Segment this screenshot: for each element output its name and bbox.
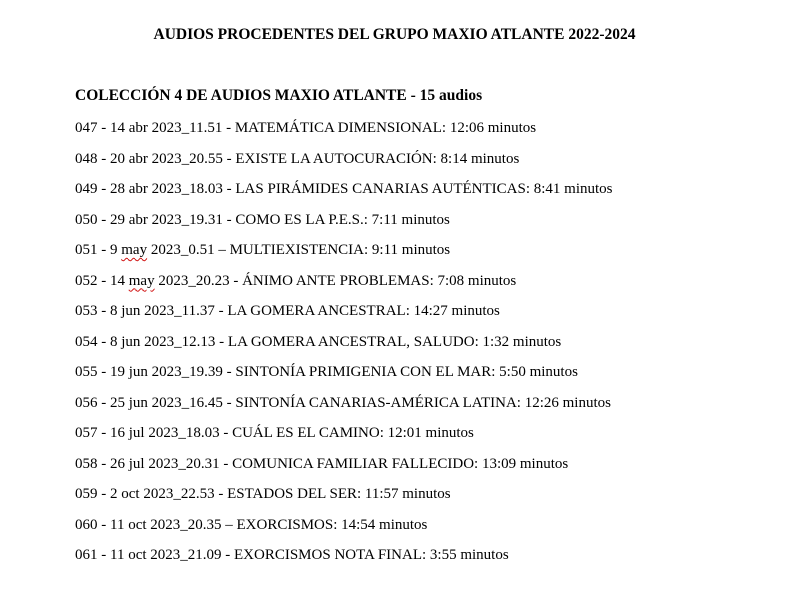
audio-entry-text: 052 - 14 [75,272,129,289]
audio-entry-text: 055 - 19 jun 2023_19.39 - SINTONÍA PRIMIGENIA CON EL MAR: 5:50 minutos [75,364,578,380]
audio-entry-text: 056 - 25 jun 2023_16.45 - SINTONÍA CANARIAS-AMÉRICA LATINA: 12:26 minutos [75,394,611,411]
audio-entry-text: 057 - 16 jul 2023_18.03 - CUÁL ES EL CAMINO: 12:01 minutos [75,425,474,441]
collection-audio-count: - 15 audios [406,87,483,104]
audio-entry [75,516,613,547]
audio-entry [75,302,613,333]
audio-entry-text: 050 - 29 abr 2023_19.31 - COMO ES LA P.E.S.: 7:11 minutos [75,211,450,228]
audio-entry-text: 047 - 14 abr 2023_11.51 - MATEMÁTICA DIMENSIONAL: 12:06 minutos [75,120,537,136]
audio-entry-text: 048 - 20 abr 2023_20.55 - EXISTE LA AUTOCURACIÓN: 8:14 minutos [75,150,520,167]
audio-entry-text: 053 - 8 jun 2023_11.37 - LA GOMERA ANCESTRAL: 14:27 minutos [75,303,500,319]
document-title: AUDIOS PROCEDENTES DEL GRUPO MAXIO ATLANTE 2022-2024 [153,26,636,43]
audio-entry-text: 054 - 8 jun 2023_12.13 - LA GOMERA ANCESTRAL, SALUDO: 1:32 minutos [75,333,562,350]
audio-entry [75,180,613,211]
audio-entry-text: 059 - 2 oct 2023_22.53 - ESTADOS DEL SER: 11:57 minutos [75,486,451,502]
audio-entry [75,272,613,303]
audio-entry [75,394,613,425]
audio-entry-text: 051 - 9 [75,242,122,258]
audio-entry [75,150,613,181]
audio-entry [75,211,613,242]
audio-entry [75,455,613,486]
spellcheck-flagged-word[interactable]: may [128,272,155,289]
audio-entry-text: 2023_20.23 - ÁNIMO ANTE PROBLEMAS: 7:08 minutos [154,272,517,289]
audio-entry [75,424,613,455]
collection-heading [75,87,482,105]
audio-entry [75,546,613,577]
audio-entry-text: 061 - 11 oct 2023_21.09 - EXORCISMOS NOTA FINAL: 3:55 minutos [75,547,509,563]
audio-entry-text: 060 - 11 oct 2023_20.35 – EXORCISMOS: 14:54 minutos [75,516,428,533]
audio-entry-text: 049 - 28 abr 2023_18.03 - LAS PIRÁMIDES CANARIAS AUTÉNTICAS: 8:41 minutos [75,181,613,197]
audio-entry [75,485,613,516]
audio-entry [75,119,613,150]
audio-entry-text: 058 - 26 jul 2023_20.31 - COMUNICA FAMILIAR FALLECIDO: 13:09 minutos [75,455,569,472]
collection-heading-title: COLECCIÓN 4 DE AUDIOS MAXIO ATLANTE [75,87,407,104]
audio-entry [75,363,613,394]
spellcheck-flagged-word[interactable]: may [121,242,148,258]
audio-list [75,119,613,577]
audio-entry-text: 2023_0.51 – MULTIEXISTENCIA: 9:11 minutos [147,242,451,258]
audio-entry [75,333,613,364]
audio-entry [75,241,613,272]
